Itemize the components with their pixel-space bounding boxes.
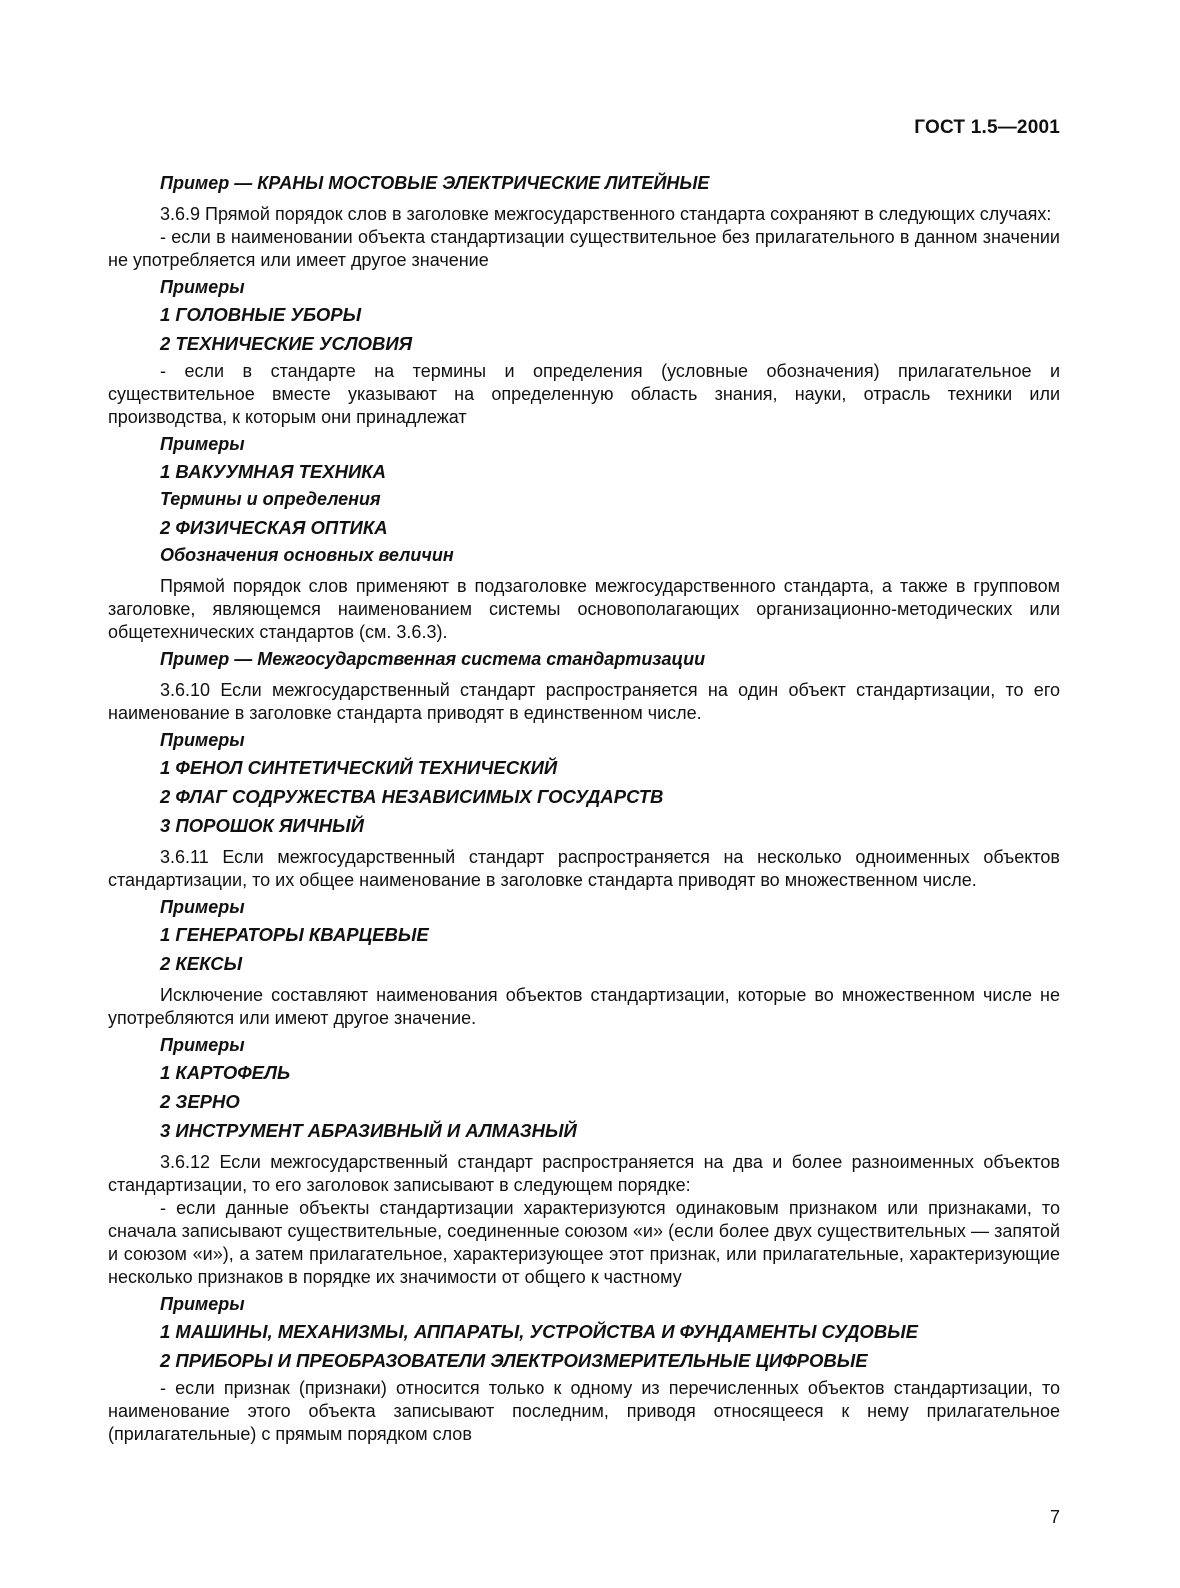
paragraph: 3.6.10 Если межгосударственный стандарт распространяется на один объект стандартизации, то его наименование в заголовке стандарта приводят в единственном числе. bbox=[108, 680, 1060, 723]
inline-example: Пример — Межгосударственная система стандартизации bbox=[160, 649, 706, 669]
example-item: 2 ПРИБОРЫ И ПРЕОБРАЗОВАТЕЛИ ЭЛЕКТРОИЗМЕРИТЕЛЬНЫЕ ЦИФРОВЫЕ bbox=[160, 1350, 868, 1371]
example-item: 2 ФИЗИЧЕСКАЯ ОПТИКА bbox=[160, 517, 388, 538]
document-code: ГОСТ 1.5—2001 bbox=[914, 117, 1060, 138]
examples-label: Примеры bbox=[160, 897, 245, 917]
example-item: 3 ИНСТРУМЕНТ АБРАЗИВНЫЙ И АЛМАЗНЫЙ bbox=[160, 1120, 577, 1141]
examples-label: Примеры bbox=[160, 730, 245, 750]
list-paragraph: - если признак (признаки) относится только к одному из перечисленных объектов стандартизации, то наименование этого объекта записывают последним, приводя относящееся к нему прилагательное (прилагательные) с прямым порядком слов bbox=[108, 1378, 1060, 1444]
example-subtitle: Термины и определения bbox=[160, 489, 381, 509]
example-item: 2 ТЕХНИЧЕСКИЕ УСЛОВИЯ bbox=[160, 333, 413, 354]
example-item: 1 КАРТОФЕЛЬ bbox=[160, 1062, 291, 1083]
inline-example: Пример — КРАНЫ МОСТОВЫЕ ЭЛЕКТРИЧЕСКИЕ ЛИТЕЙНЫЕ bbox=[160, 173, 710, 193]
examples-label: Примеры bbox=[160, 1035, 245, 1055]
paragraph: Исключение составляют наименования объектов стандартизации, которые во множественном числе не употребляются или имеют другое значение. bbox=[108, 985, 1060, 1028]
paragraph: Прямой порядок слов применяют в подзаголовке межгосударственного стандарта, а также в групповом заголовке, являющемся наименованием системы основополагающих организационно-методических или общетехнических стандартов (см. 3.6.3). bbox=[108, 576, 1060, 642]
paragraph: 3.6.12 Если межгосударственный стандарт распространяется на два и более разноименных объектов стандартизации, то его заголовок записывают в следующем порядке: bbox=[108, 1152, 1060, 1195]
examples-label: Примеры bbox=[160, 434, 245, 454]
list-paragraph: - если в стандарте на термины и определения (условные обозначения) прилагательное и существительное вместе указывают на определенную область знания, науки, отрасль техники или производства, к которым они принадлежат bbox=[108, 361, 1060, 427]
example-item: 1 ФЕНОЛ СИНТЕТИЧЕСКИЙ ТЕХНИЧЕСКИЙ bbox=[160, 757, 558, 778]
page-number: 7 bbox=[1049, 1507, 1060, 1527]
document-body bbox=[108, 168, 1060, 1446]
list-paragraph: - если в наименовании объекта стандартизации существительное без прилагательного в данном значении не употребляется или имеет другое значение bbox=[108, 227, 1060, 270]
paragraph: 3.6.9 Прямой порядок слов в заголовке межгосударственного стандарта сохраняют в следующих случаях: bbox=[160, 204, 1052, 224]
examples-label: Примеры bbox=[160, 1294, 245, 1314]
examples-label: Примеры bbox=[160, 277, 245, 297]
list-paragraph: - если данные объекты стандартизации характеризуются одинаковым признаком или признаками, то сначала записывают существительные, соединенные союзом «и» (если более двух существительных — запятой и союзом «и»), а затем прилагательное, характеризующее этот признак, или прилагательные, характеризующие несколько признаков в порядке их значимости от общего к частному bbox=[108, 1198, 1060, 1287]
example-item: 3 ПОРОШОК ЯИЧНЫЙ bbox=[160, 815, 364, 836]
example-item: 2 КЕКСЫ bbox=[160, 953, 243, 974]
example-item: 1 МАШИНЫ, МЕХАНИЗМЫ, АППАРАТЫ, УСТРОЙСТВА И ФУНДАМЕНТЫ СУДОВЫЕ bbox=[160, 1321, 919, 1342]
example-item: 1 ВАКУУМНАЯ ТЕХНИКА bbox=[160, 461, 387, 482]
paragraph: 3.6.11 Если межгосударственный стандарт распространяется на несколько одноименных объектов стандартизации, то их общее наименование в заголовке стандарта приводят во множественном числе. bbox=[108, 847, 1060, 890]
example-item: 1 ГЕНЕРАТОРЫ КВАРЦЕВЫЕ bbox=[160, 924, 429, 945]
example-subtitle: Обозначения основных величин bbox=[160, 545, 454, 565]
example-item: 2 ЗЕРНО bbox=[160, 1091, 240, 1112]
example-item: 2 ФЛАГ СОДРУЖЕСТВА НЕЗАВИСИМЫХ ГОСУДАРСТВ bbox=[160, 786, 664, 807]
example-item: 1 ГОЛОВНЫЕ УБОРЫ bbox=[160, 304, 362, 325]
